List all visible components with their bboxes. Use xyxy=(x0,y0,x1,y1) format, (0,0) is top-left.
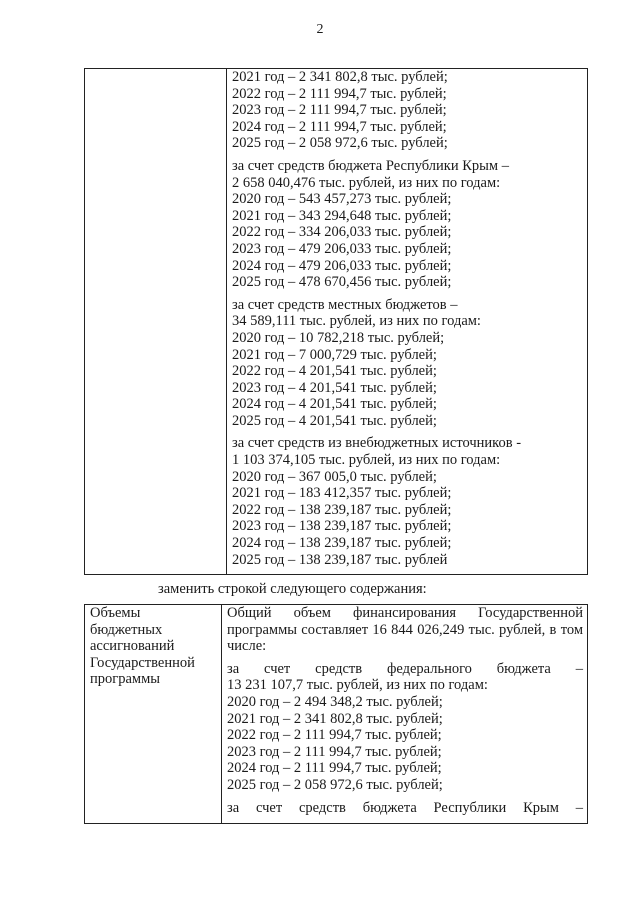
extrabudget-block xyxy=(232,435,583,568)
block-heading: за счет средств местных бюджетов – xyxy=(232,296,458,313)
old-table-left-cell xyxy=(85,69,227,575)
year-line: 2023 год – 479 206,033 тыс. рублей; xyxy=(232,240,452,257)
year-line: 2024 год – 4 201,541 тыс. рублей; xyxy=(232,396,437,413)
year-line: 2024 год – 2 111 994,7 тыс. рублей; xyxy=(227,760,442,777)
year-line: 2022 год – 2 111 994,7 тыс. рублей; xyxy=(232,85,447,102)
row-label-line: Объемы xyxy=(90,605,141,621)
year-line: 2023 год – 2 111 994,7 тыс. рублей; xyxy=(232,102,447,119)
year-line: 2020 год – 10 782,218 тыс. рублей; xyxy=(232,329,445,346)
block-heading: за счет средств бюджета Республики Крым – xyxy=(227,799,583,816)
year-line: 2023 год – 138 239,187 тыс. рублей; xyxy=(232,518,452,535)
row-label-line: Государственной xyxy=(90,654,195,671)
row-label-line: бюджетных xyxy=(90,621,163,638)
block-heading: за счет средств бюджета Республики Крым – xyxy=(232,157,509,174)
year-line: 2020 год – 367 005,0 тыс. рублей; xyxy=(232,468,437,485)
year-line: 2021 год – 183 412,357 тыс. рублей; xyxy=(232,485,452,502)
year-line: 2024 год – 2 111 994,7 тыс. рублей; xyxy=(232,118,447,135)
year-line: 2021 год – 2 341 802,8 тыс. рублей; xyxy=(232,69,448,85)
total-financing-intro: Общий объем финансирования Государственной программы составляет 16 844 026,249 тыс. рублей, в том числе: xyxy=(227,605,583,655)
block-total: 34 589,111 тыс. рублей, из них по годам: xyxy=(232,313,481,330)
year-line: 2021 год – 7 000,729 тыс. рублей; xyxy=(232,346,437,363)
new-table-right-cell xyxy=(222,605,588,824)
year-line: 2020 год – 543 457,273 тыс. рублей; xyxy=(232,191,452,208)
year-line: 2024 год – 479 206,033 тыс. рублей; xyxy=(232,257,452,274)
page-number: 2 xyxy=(316,22,324,37)
block-total: 13 231 107,7 тыс. рублей, из них по годам: xyxy=(227,677,488,694)
year-line: 2022 год – 2 111 994,7 тыс. рублей; xyxy=(227,727,442,744)
crimea-budget-block xyxy=(232,158,583,291)
block-total: 2 658 040,476 тыс. рублей, из них по годам: xyxy=(232,174,501,191)
year-line: 2024 год – 138 239,187 тыс. рублей; xyxy=(232,535,452,552)
block-total: 1 103 374,105 тыс. рублей, из них по годам: xyxy=(232,452,501,469)
block-heading: за счет средств из внебюджетных источников - xyxy=(232,435,522,452)
row-label-line: программы xyxy=(90,671,160,688)
year-line: 2022 год – 334 206,033 тыс. рублей; xyxy=(232,224,452,241)
old-table-right-cell xyxy=(227,69,588,575)
year-line: 2021 год – 343 294,648 тыс. рублей; xyxy=(232,207,452,224)
old-budget-table xyxy=(84,68,588,575)
year-line: 2022 год – 4 201,541 тыс. рублей; xyxy=(232,363,437,380)
year-line: 2025 год – 2 058 972,6 тыс. рублей; xyxy=(227,776,443,793)
year-line: 2025 год – 4 201,541 тыс. рублей; xyxy=(232,412,437,429)
year-line: 2022 год – 138 239,187 тыс. рублей; xyxy=(232,501,452,518)
crimea-budget-block xyxy=(227,800,583,817)
federal-budget-block xyxy=(227,661,583,794)
year-line: 2025 год – 2 058 972,6 тыс. рублей; xyxy=(232,135,448,152)
row-label-line: ассигнований xyxy=(90,638,175,655)
year-line: 2025 год – 478 670,456 тыс. рублей; xyxy=(232,274,452,291)
replacement-instruction: заменить строкой следующего содержания: xyxy=(158,581,427,597)
new-budget-table xyxy=(84,604,588,824)
local-budget-block xyxy=(232,297,583,430)
new-table-left-cell xyxy=(85,605,222,824)
federal-continuation-block xyxy=(232,69,583,152)
year-line: 2021 год – 2 341 802,8 тыс. рублей; xyxy=(227,710,443,727)
year-line: 2023 год – 4 201,541 тыс. рублей; xyxy=(232,379,437,396)
block-heading: за счет средств федерального бюджета – xyxy=(227,660,583,677)
year-line: 2023 год – 2 111 994,7 тыс. рублей; xyxy=(227,743,442,760)
year-line: 2025 год – 138 239,187 тыс. рублей xyxy=(232,551,448,568)
year-line: 2020 год – 2 494 348,2 тыс. рублей; xyxy=(227,693,443,710)
